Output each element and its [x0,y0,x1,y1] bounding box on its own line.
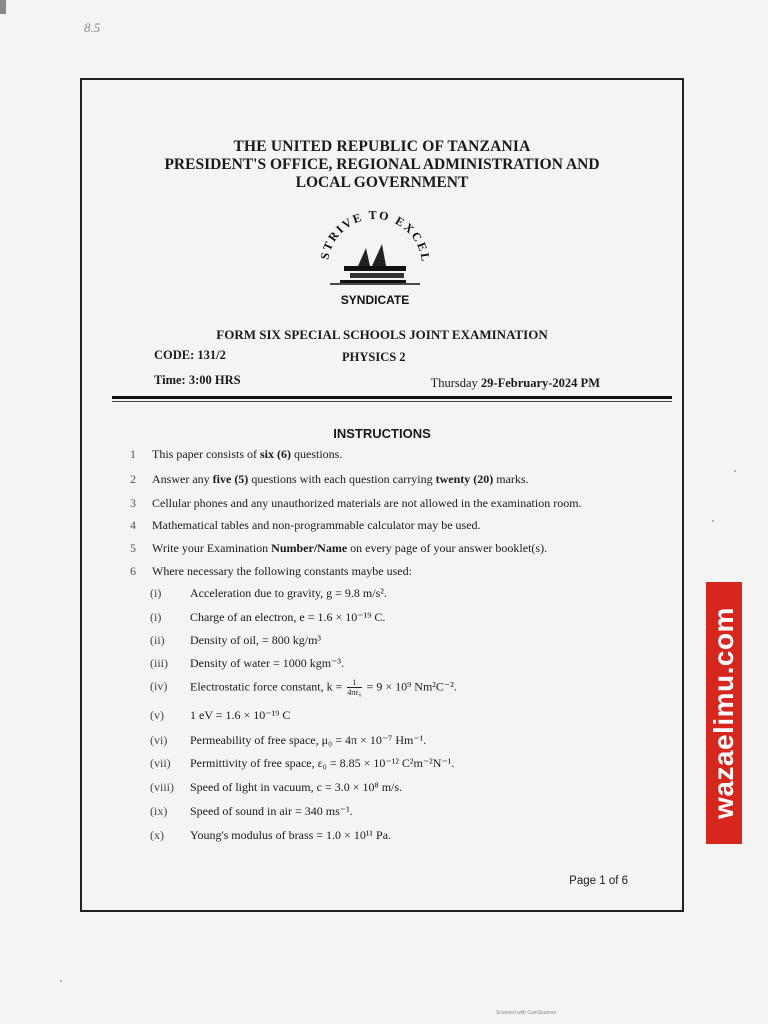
exam-code: CODE: 131/2 [154,348,226,362]
instruction-item: 4 Mathematical tables and non-programmable calculator may be used. [130,518,481,532]
constant-item: (iii) Density of water = 1000 kgm⁻³. [150,656,345,670]
constant-item: (i) Acceleration due to gravity, g = 9.8 m/s². [150,586,387,600]
instruction-item: 3 Cellular phones and any unauthorized materials are not allowed in the examination room. [130,496,582,510]
scan-corner-mark [0,0,6,14]
scan-speck [712,520,714,522]
scan-speck [734,470,736,472]
fraction: $\frac{1}{\text{4πε₀}}$ [347,678,362,697]
page-number: Page 1 of 6 [569,875,628,887]
syndicate-logo-graphic [310,204,440,314]
svg-text:STRIVE TO EXCEL [317,208,433,264]
header-country: THE UNITED REPUBLIC OF TANZANIA [233,138,531,155]
divider-thin [112,401,672,402]
exam-day: Thursday [430,376,478,390]
constant-item: (i) Charge of an electron, e = 1.6 × 10⁻¹⁹ C. [150,610,386,624]
exam-subject: PHYSICS 2 [342,350,406,364]
exam-date-value: 29-February-2024 PM [480,376,600,390]
instruction-item: 2 Answer any five (5) questions with each question carrying twenty (20) marks. [130,472,529,486]
instruction-item: 5 Write your Examination Number/Name on every page of your answer booklet(s). [130,541,548,555]
instructions-title: INSTRUCTIONS [333,426,431,441]
logo-name: SYNDICATE [340,293,410,307]
exam-date [431,376,600,391]
divider-thick [112,396,672,399]
exam-title: FORM SIX SPECIAL SCHOOLS JOINT EXAMINATION [216,327,548,342]
exam-paper-frame [80,78,684,912]
logo-motto: STRIVE TO EXCEL [317,207,434,265]
scan-speck [60,980,62,982]
constant-item: (ix) Speed of sound in air = 340 ms⁻¹. [150,804,353,818]
constant-item: (iv) Electrostatic force constant, k = $\frac{1}{\text{4πε₀}} = 9 \times 10^9$ Nm²C⁻². [150,678,457,697]
constant-item: (vii) Permittivity of free space, ε₀ = 8.85 × 10⁻¹² C²m⁻²N⁻¹. [150,756,455,770]
header-office: PRESIDENT'S OFFICE, REGIONAL ADMINISTRATION AND [164,156,600,173]
constant-item: (viii) Speed of light in vacuum, c = 3.0 × 10⁸ m/s. [150,780,403,794]
header-government: LOCAL GOVERNMENT [295,174,469,191]
constant-item: (ii) Density of oil, = 800 kg/m³ [150,633,322,647]
handwritten-mark: 8.5 [84,20,101,35]
instruction-item: 6 Where necessary the following constants maybe used: [130,564,412,578]
watermark-text: wazaelimu.com [708,607,739,819]
syndicate-logo [310,204,440,314]
exam-time: Time: 3:00 HRS [154,373,241,387]
constant-item: (vi) Permeability of free space, μ₀ = 4π × 10⁻⁷ Hm⁻¹. [150,733,427,747]
watermark-banner [706,582,742,844]
instruction-item: 1 This paper consists of six (6) questions. [130,447,343,461]
constant-item: (v) 1 eV = 1.6 × 10⁻¹⁹ C [150,708,291,722]
scanner-footer: Scanned with CamScanner [496,1010,557,1016]
constant-item: (x) Young's modulus of brass = 1.0 × 10¹¹ Pa. [150,828,392,842]
